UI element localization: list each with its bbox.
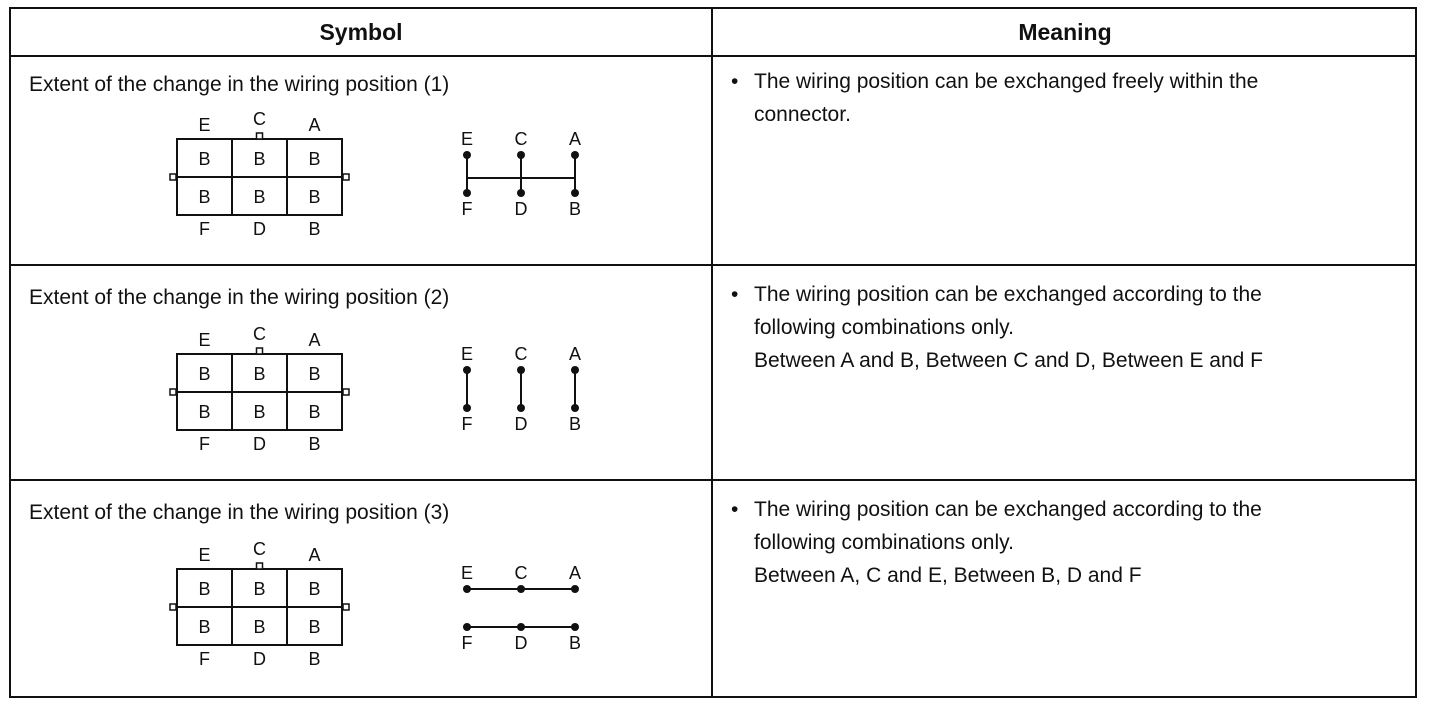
cell-label: B: [253, 617, 266, 637]
cell-label: B: [198, 617, 211, 637]
cell-label: B: [198, 402, 211, 422]
connector-latch: [343, 604, 349, 610]
pin-label: E: [460, 129, 474, 149]
row-meaning: [731, 493, 1391, 592]
cell-label: B: [253, 149, 266, 169]
cell-label: B: [308, 579, 321, 599]
pin-dot: [463, 404, 471, 412]
connector-latch: [170, 174, 176, 180]
pin-dot: [517, 151, 525, 159]
row-meaning: [731, 278, 1391, 377]
pin-dot: [571, 151, 579, 159]
pin-dot: [517, 623, 525, 631]
column-divider: [711, 9, 713, 696]
cell-label: B: [198, 149, 211, 169]
cell-label: B: [198, 579, 211, 599]
pin-label: B: [568, 199, 582, 219]
pin-label: A: [568, 344, 582, 364]
meaning-line: The wiring position can be exchanged according to the: [754, 283, 1262, 306]
pin-label: C: [253, 109, 266, 129]
pin-label: F: [199, 649, 210, 669]
pin-dot: [571, 585, 579, 593]
pin-label: B: [568, 414, 582, 434]
pin-dot: [517, 585, 525, 593]
header-meaning: Meaning: [1018, 19, 1112, 45]
meaning-line: The wiring position can be exchanged freely within the: [754, 70, 1259, 93]
pin-dot: [571, 189, 579, 197]
pin-label: A: [308, 545, 321, 565]
symbol-meaning-table: [9, 7, 1417, 698]
pin-label: D: [253, 219, 266, 239]
pin-label: C: [253, 324, 266, 344]
row-caption: Extent of the change in the wiring position (1): [29, 73, 450, 96]
pin-label: A: [568, 563, 582, 583]
connector-diagram: [151, 107, 591, 247]
pin-dot: [463, 623, 471, 631]
pin-label: A: [308, 330, 321, 350]
pin-label: F: [199, 219, 210, 239]
cell-label: B: [253, 187, 266, 207]
pin-dot: [463, 366, 471, 374]
pin-dot: [517, 189, 525, 197]
pin-label: E: [198, 115, 211, 135]
pin-label: D: [514, 199, 528, 219]
bullet: •: [731, 70, 739, 93]
meaning-line: connector.: [754, 103, 851, 126]
cell-label: B: [253, 579, 266, 599]
pin-dot: [463, 585, 471, 593]
pin-label: F: [461, 199, 473, 219]
connector-latch: [343, 174, 349, 180]
row-divider: [11, 479, 1415, 481]
cell-label: B: [198, 364, 211, 384]
connector-latch: [170, 389, 176, 395]
connector-latch: [257, 563, 263, 569]
meaning-line: Between A and B, Between C and D, Between E and F: [754, 349, 1263, 372]
cell-label: B: [308, 617, 321, 637]
header-symbol: Symbol: [319, 19, 403, 45]
connector-latch: [257, 348, 263, 354]
pin-label: A: [568, 129, 582, 149]
row-caption: Extent of the change in the wiring position (2): [29, 286, 450, 309]
pin-label: A: [308, 115, 321, 135]
connector-latch: [170, 604, 176, 610]
cell-label: B: [308, 187, 321, 207]
connector-diagram: [151, 322, 591, 462]
row-divider: [11, 264, 1415, 266]
connector-latch: [343, 389, 349, 395]
pin-dot: [571, 366, 579, 374]
pin-label: D: [253, 649, 266, 669]
pin-label: C: [514, 344, 528, 364]
pin-label: B: [568, 633, 582, 653]
bullet: •: [731, 283, 739, 306]
pin-label: E: [198, 545, 211, 565]
pin-label: B: [308, 649, 321, 669]
pin-label: D: [253, 434, 266, 454]
pin-dot: [517, 366, 525, 374]
pin-label: E: [198, 330, 211, 350]
connector-diagram: [151, 537, 591, 677]
row-caption: Extent of the change in the wiring position (3): [29, 501, 450, 524]
cell-label: B: [308, 402, 321, 422]
pin-label: B: [308, 219, 321, 239]
pin-dot: [517, 404, 525, 412]
cell-label: B: [253, 364, 266, 384]
bullet: •: [731, 498, 739, 521]
pin-label: C: [253, 539, 266, 559]
pin-label: E: [460, 563, 474, 583]
meaning-line: following combinations only.: [754, 531, 1014, 554]
pin-label: E: [460, 344, 474, 364]
meaning-line: The wiring position can be exchanged according to the: [754, 498, 1262, 521]
connector-latch: [257, 133, 263, 139]
pin-dot: [463, 189, 471, 197]
pin-label: C: [514, 563, 528, 583]
pin-dot: [571, 623, 579, 631]
cell-label: B: [308, 364, 321, 384]
row-meaning: [731, 65, 1391, 131]
pin-label: D: [514, 414, 528, 434]
pin-dot: [571, 404, 579, 412]
pin-label: C: [514, 129, 528, 149]
pin-dot: [463, 151, 471, 159]
pin-label: B: [308, 434, 321, 454]
pin-label: F: [199, 434, 210, 454]
pin-label: D: [514, 633, 528, 653]
cell-label: B: [198, 187, 211, 207]
meaning-line: Between A, C and E, Between B, D and F: [754, 564, 1142, 587]
header-divider: [11, 55, 1415, 57]
pin-label: F: [461, 633, 473, 653]
pin-label: F: [461, 414, 473, 434]
cell-label: B: [308, 149, 321, 169]
cell-label: B: [253, 402, 266, 422]
meaning-line: following combinations only.: [754, 316, 1014, 339]
